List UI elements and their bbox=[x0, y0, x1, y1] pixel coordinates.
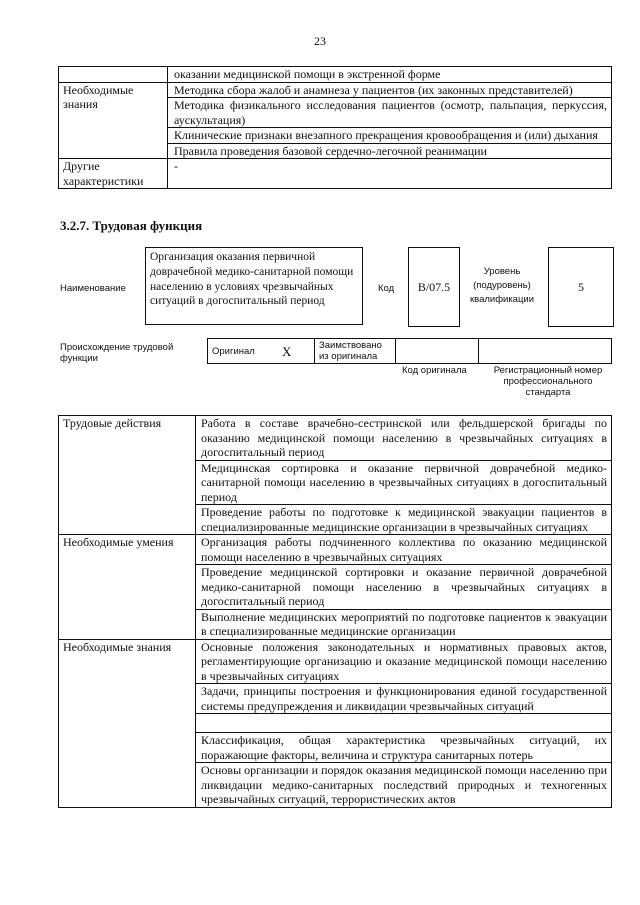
knowledge-item: Основы организации и порядок оказания медицинской помощи населению при ликвидации медико-санитарных последствий природных и техногенных чрезвычайных ситуаций, террористических актов bbox=[196, 763, 612, 808]
knowledge-item: Классификация, общая характеристика чрезвычайных ситуаций, их поражающие факторы, величина и структура санитарных потерь bbox=[196, 733, 612, 763]
page-number: 23 bbox=[314, 34, 326, 48]
row-text: Методика физикального исследования пациентов (осмотр, пальпация, перкуссия, аускультация) bbox=[168, 98, 612, 128]
labor-function-table bbox=[58, 415, 612, 808]
original-mark: X bbox=[278, 339, 315, 364]
table-row bbox=[59, 416, 612, 461]
skill-item: Выполнение медицинских мероприятий по подготовке пациентов к эвакуации в специализированные медицинские организации bbox=[196, 609, 612, 639]
level-label: Уровень (подуровень) квалификации bbox=[469, 266, 535, 305]
section-heading: 3.2.7. Трудовая функция bbox=[60, 218, 203, 233]
knowledge-table-continued bbox=[58, 66, 612, 189]
reg-number-cell bbox=[479, 339, 612, 364]
origin-label: Происхождение трудовой функции bbox=[60, 342, 174, 364]
table-row bbox=[59, 67, 612, 83]
row-label: Необходимые знания bbox=[59, 82, 168, 159]
code-original-cell bbox=[396, 339, 479, 364]
knowledge-item: Задачи, принципы построения и функционирования единой государственной системы предупреждения и ликвидации чрезвычайных ситуаций bbox=[196, 684, 612, 714]
function-name-box: Организация оказания первичной доврачебной медико-санитарной помощи населению в условиях чрезвычайных ситуаций в догоспитальный период bbox=[145, 247, 363, 325]
row-text: Методика сбора жалоб и анамнеза у пациентов (их законных представителей) bbox=[168, 82, 612, 98]
level-box: 5 bbox=[548, 247, 614, 327]
origin-table bbox=[207, 338, 612, 364]
code-box: В/07.5 bbox=[408, 247, 460, 327]
skill-item: Проведение медицинской сортировки и оказание первичной доврачебной медико-санитарной помощи населению в чрезвычайных ситуациях в догоспитальный период bbox=[196, 565, 612, 610]
table-row bbox=[208, 339, 612, 364]
table-row bbox=[59, 639, 612, 684]
skills-label: Необходимые умения bbox=[59, 535, 196, 640]
row-label bbox=[59, 67, 168, 83]
table-row bbox=[59, 82, 612, 98]
borrowed-label: Заимствовано из оригинала bbox=[315, 339, 396, 364]
skill-item: Организация работы подчиненного коллектива по оказанию медицинской помощи населению в чрезвычайных ситуациях bbox=[196, 535, 612, 565]
code-original-label: Код оригинала bbox=[402, 365, 467, 376]
original-label: Оригинал bbox=[208, 339, 279, 364]
row-text: - bbox=[168, 159, 612, 189]
code-label: Код bbox=[378, 283, 395, 294]
row-text: Правила проведения базовой сердечно-легочной реанимации bbox=[168, 143, 612, 159]
name-label: Наименование bbox=[60, 283, 126, 294]
reg-number-label: Регистрационный номер профессионального стандарта bbox=[493, 365, 603, 398]
table-row bbox=[59, 159, 612, 189]
labor-action-item: Проведение работы по подготовке к медицинской эвакуации пациентов в специализированные медицинские организации в чрезвычайных ситуациях bbox=[196, 505, 612, 535]
knowledge-label: Необходимые знания bbox=[59, 639, 196, 807]
row-text: оказании медицинской помощи в экстренной форме bbox=[168, 67, 612, 83]
labor-action-item: Медицинская сортировка и оказание первичной доврачебной медико-санитарной помощи населению в чрезвычайных ситуациях в догоспитальный период bbox=[196, 460, 612, 505]
knowledge-item: Основные положения законодательных и нормативных правовых актов, регламентирующие организацию и оказание медицинской помощи населению в чрезвычайных ситуациях bbox=[196, 639, 612, 684]
table-row bbox=[59, 535, 612, 565]
row-text: Клинические признаки внезапного прекращения кровообращения и (или) дыхания bbox=[168, 128, 612, 144]
knowledge-item-empty bbox=[196, 714, 612, 733]
labor-actions-label: Трудовые действия bbox=[59, 416, 196, 535]
labor-action-item: Работа в составе врачебно-сестринской или фельдшерской бригады по оказанию медицинской помощи населению в чрезвычайных ситуациях в догоспитальный период bbox=[196, 416, 612, 461]
row-label: Другие характеристики bbox=[59, 159, 168, 189]
